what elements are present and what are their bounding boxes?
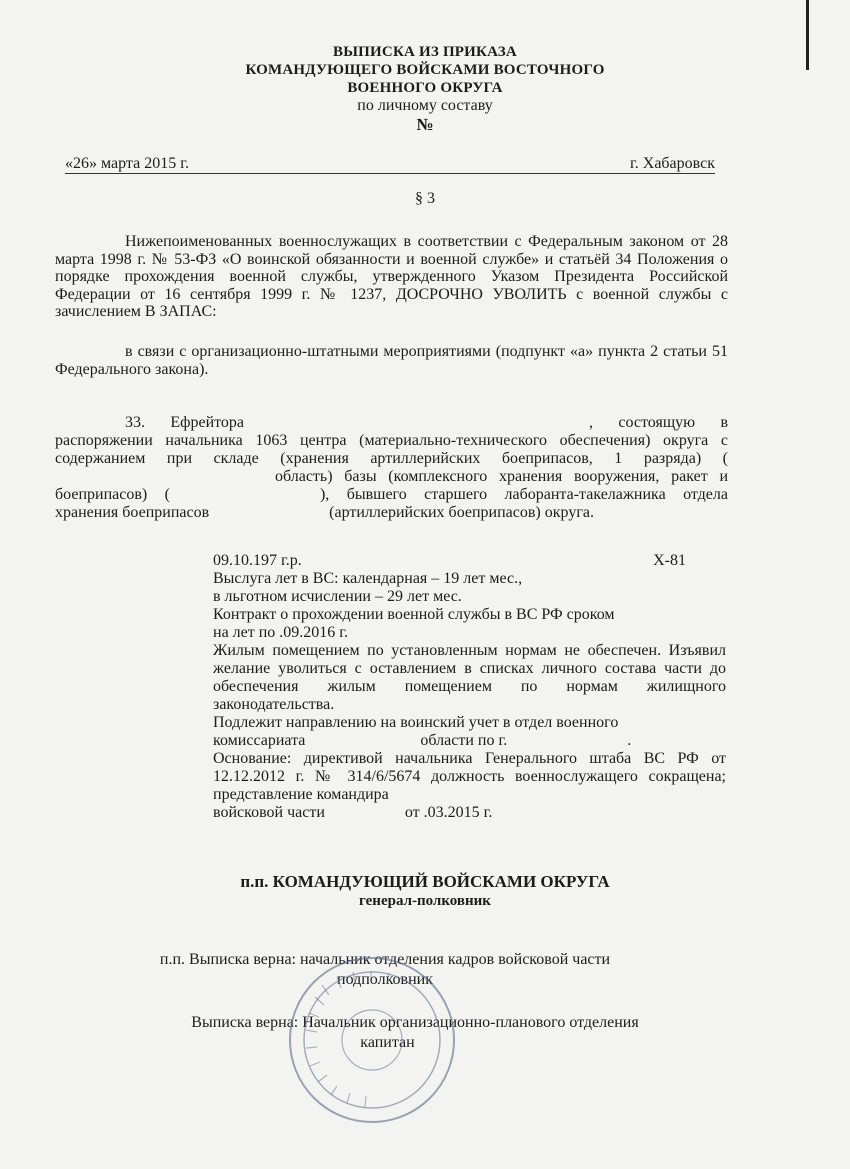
service-details: 09.10.197 г.р. Х-81 Выслуга лет в ВС: календарная – 19 лет мес., в льготном исчислении – 29 лет мес. Контракт о прохождении военной службы в ВС РФ сроком на лет по .09.2016 г. Жилым помещением по установленным нормам не обеспечен. Изъявил желание уволиться с оставлением в списках личного состава части до обеспечения жилым помещением по нормам жилищного законодательства. Подлежит направлению на воинский учет в отдел военного комиссариата области по г. . Основание: директивой начальника Генерального штаба ВС РФ от 12.12.2012 г. № 314/6/5674 должность военнослужащего сокращена; представление командира войсковой части от .03.2015 г. (213, 552, 726, 821)
intro-paragraph: Нижепоименованных военнослужащих в соответствии с Федеральным законом от 28 марта 1998 г. № 53-ФЗ «О воинской обязанности и военной службе» и статьёй 34 Положения о порядке прохождения военной службы, утвержденного Указом Президента Российской Федерации от 16 сентября 1999 г. № 1237, ДОСРОЧНО УВОЛИТЬ с военной службы с зачислением В ЗАПАС: (55, 233, 728, 320)
verification-1-line1: п.п. Выписка верна: начальник отделения кадров войсковой части (159, 951, 611, 968)
basis-date: от .03.2015 г. (404, 804, 493, 821)
basis-text: Основание: директивой начальника Генерального штаба ВС РФ от 12.12.2012 г. № 314/6/5674 должность военнослужащего сокращена; представление командира (213, 750, 726, 803)
registration-commissariat: комиссариата (213, 732, 306, 749)
order-date: «26» марта 2015 г. (65, 155, 189, 172)
item-text-4: (артиллерийских боеприпасов) округа. (329, 504, 594, 521)
item-text-2: область) базы (комплексного хранения вооружения, ракет и боеприпасов) ( (55, 468, 728, 503)
order-city: г. Хабаровск (630, 155, 715, 172)
registration-region: области по г. (420, 732, 508, 749)
registration-line-1: Подлежит направлению на воинский учет в отдел военного (213, 714, 619, 731)
item-number: 33. Ефрейтора (125, 414, 245, 431)
service-length-1: Выслуга лет в ВС: календарная – 19 лет мес., (213, 570, 523, 587)
section-number: § 3 (415, 190, 435, 207)
verification-2-line2: капитан (360, 1034, 415, 1051)
header-title-line1: ВЫПИСКА ИЗ ПРИКАЗА (333, 44, 517, 60)
header-subtitle: по личному составу (357, 97, 493, 114)
signature-title: п.п. КОМАНДУЮЩИЙ ВОЙСКАМИ ОКРУГА (240, 872, 610, 891)
verification-1-line2: подполковник (337, 971, 433, 988)
item-text-1: , состоящую в распоряжении начальника 1063 центра (материально-технического обеспечения) округа с содержанием при складе (хранения артиллерийских боеприпасов, 1 разряда) ( (55, 414, 729, 467)
order-number: № (416, 115, 434, 134)
birth-date: 09.10.197 г.р. (213, 552, 302, 569)
housing-note: Жилым помещением по установленным нормам не обеспечен. Изъявил желание уволиться с оставлением в списках личного состава части до обеспечения жилым помещением по нормам жилищного законодательства. (213, 642, 726, 713)
header-title-line3: ВОЕННОГО ОКРУГА (347, 80, 503, 96)
verification-2-line1: Выписка верна: Начальник организационно-планового отделения (191, 1014, 639, 1031)
service-length-2: в льготном исчислении – 29 лет мес. (213, 588, 462, 605)
contract-line-2: на лет по .09.2016 г. (213, 624, 349, 641)
personal-code: Х-81 (653, 552, 686, 569)
reason-paragraph: в связи с организационно-штатными мероприятиями (подпункт «а» пункта 2 статьи 51 Федерального закона). (55, 343, 728, 378)
contract-line-1: Контракт о прохождении военной службы в ВС РФ сроком (213, 606, 615, 623)
item-paragraph (55, 414, 728, 522)
header-title-line2: КОМАНДУЮЩЕГО ВОЙСКАМИ ВОСТОЧНОГО (245, 62, 605, 78)
basis-unit: войсковой части (213, 804, 325, 821)
date-line (65, 155, 715, 174)
item-text-3: ), бывшего старшего лаборанта-такелажника отдела хранения боеприпасов (55, 486, 728, 521)
official-stamp (287, 955, 457, 1125)
signature-rank: генерал-полковник (359, 893, 491, 909)
